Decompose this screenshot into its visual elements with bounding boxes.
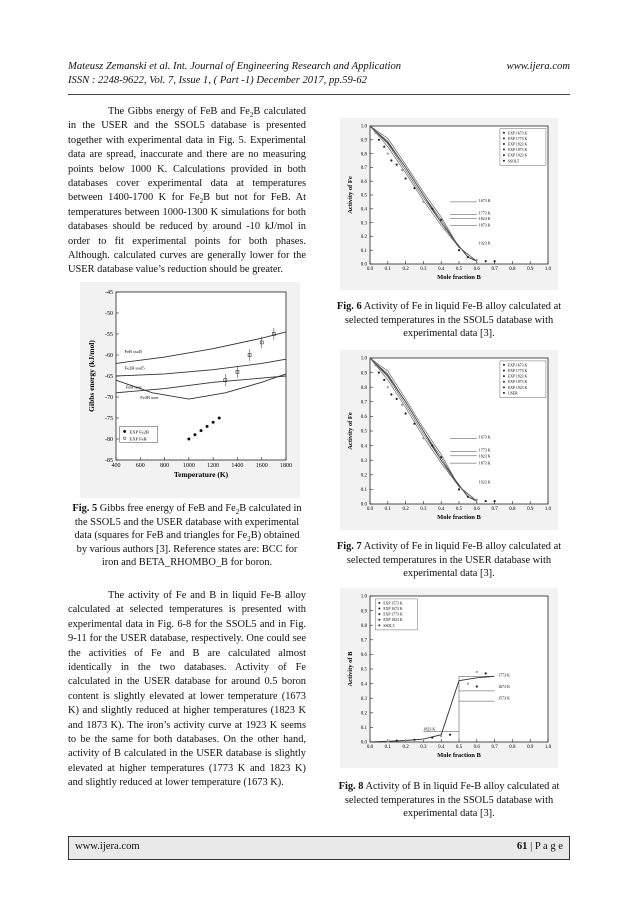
exp-data-point	[431, 445, 433, 447]
x-tick-label: 1200	[207, 463, 220, 469]
temperature-annotation: 1823 K	[478, 453, 491, 459]
footer-url[interactable]: www.ijera.com	[75, 841, 140, 852]
running-header	[68, 60, 570, 88]
legend-label: EXP 1873 K	[507, 148, 528, 153]
legend-marker	[503, 375, 505, 377]
footer-page-number	[517, 841, 563, 852]
y-tick-label: 0.1	[360, 726, 367, 732]
figure-7	[340, 350, 558, 530]
figure-5	[80, 282, 300, 498]
exp-data-point	[390, 159, 392, 161]
exp-data-point	[405, 412, 407, 414]
y-tick-label: 0.7	[360, 166, 367, 172]
curve-annotation: FeB user	[125, 384, 142, 390]
x-tick-label: 0.8	[509, 745, 516, 750]
exp-data-point	[396, 398, 398, 400]
y-tick-label: 1.0	[360, 124, 367, 130]
y-tick-label: 0.5	[360, 667, 367, 673]
para1-text-b: B calculated in the USER and the SSOL5 database is presented together with experimental data in Fig. 5. Experimental data are spread, inaccurate and there are no measuring points below 1000 K. Calculations provided in both databases cover experimental data at temperatures between 1400-1700 K for Fe	[68, 106, 306, 204]
y-tick-label: 0.0	[360, 262, 367, 268]
y-tick-label: 0.4	[360, 207, 367, 213]
exp-data-point	[422, 201, 424, 203]
x-tick-label: 0.3	[420, 267, 427, 272]
fig8-caption-text: Activity of B in liquid Fe-B alloy calculated at selected temperatures in the SSOL5 database with experimental data [3].	[344, 781, 560, 820]
x-tick-label: 1400	[231, 463, 244, 469]
fig5-caption	[68, 502, 306, 570]
legend-label: USER	[507, 391, 518, 396]
y-tick-label: 0.1	[360, 248, 367, 254]
y-tick-label: 0.8	[360, 623, 367, 629]
x-tick-label: 600	[135, 463, 145, 469]
exp-point-fe2b	[206, 425, 209, 428]
x-axis-label: Temperature (K)	[173, 470, 229, 479]
legend-label: EXP 1823 K	[507, 142, 528, 147]
exp-point-fe2b	[212, 421, 215, 424]
y-tick-label: 0.1	[360, 488, 367, 494]
fig6-chart	[340, 118, 558, 290]
exp-data-point	[401, 169, 403, 171]
x-tick-label: 0.1	[384, 745, 391, 750]
fig7-caption-label: Fig. 7	[336, 541, 362, 552]
legend-marker	[503, 392, 505, 394]
exp-data-point	[387, 153, 389, 155]
fig6-caption-label: Fig. 6	[336, 301, 362, 312]
exp-data-point	[387, 386, 389, 388]
legend-marker	[378, 624, 380, 626]
legend-label: EXP FeB	[129, 436, 147, 442]
x-axis-label: Mole fraction B	[437, 274, 481, 281]
y-tick-label: 0.4	[360, 682, 367, 688]
y-tick-label: 0.2	[360, 235, 367, 241]
exp-data-point	[396, 739, 398, 741]
x-tick-label: 0.3	[420, 745, 427, 750]
y-tick-label: 0.3	[360, 696, 367, 702]
x-tick-label: 0.4	[438, 267, 445, 272]
y-tick-label: 0.0	[360, 502, 367, 508]
x-tick-label: 0.5	[455, 745, 463, 750]
fig5-caption-c: B) obtained by various authors [3]. Reference states are: BCC for iron and BETA_RHOMBO_B for boron.	[76, 530, 300, 569]
y-tick-label: 0.5	[360, 429, 367, 435]
exp-data-point	[444, 228, 446, 230]
legend-label: SSOL5	[507, 159, 520, 164]
y-tick-label: -65	[105, 374, 113, 380]
legend-marker	[503, 370, 505, 372]
legend-marker	[503, 386, 505, 388]
y-tick-label: 0.3	[360, 458, 367, 464]
y-tick-label: 0.6	[360, 415, 367, 421]
x-tick-label: 0.1	[384, 267, 391, 272]
journal-url[interactable]: www.ijera.com	[506, 61, 570, 72]
temperature-annotation: 1923 K	[478, 240, 491, 246]
legend-marker	[503, 132, 505, 134]
y-tick-label: 0.5	[360, 193, 367, 199]
para1-text-c: B but not for FeB. At temperatures between 1000-1300 K simulations for both databases should be reduced by around -10 kJ/mol in order to fit experimental points for both phases. Although. calculated curves are generally lower for the USER database value’s reduction should be greater.	[68, 192, 306, 276]
figure-8	[340, 588, 558, 768]
x-tick-label: 0.6	[473, 267, 480, 272]
para1-sub2: 2	[199, 197, 204, 206]
y-tick-label: 1.0	[360, 356, 367, 362]
para2-text: The activity of Fe and B in liquid Fe-B alloy calculated at selected temperatures is presented with experimental data in Fig. 6-8 for the SSOL5 and in Fig. 9-11 for the USER database, respectively. One could see the activities of Fe and B are calculated almost identically in the two databases. Activity of Fe calculated in the USER database for around 0.5 boron content is slightly elevated at lower temperature (1673 K) and slightly reduced at higher temperatures (1823 K and 1873 K). The iron’s activity curve at 1923 K seems to be the same for both databases. On the other hand, activity of B calculated in the USER database is slightly elevated at higher temperatures (1773 K and 1823 K) and slightly reduced at lower temperature (1673 K).	[68, 590, 306, 789]
exp-data-point	[413, 187, 415, 189]
y-tick-label: 0.4	[360, 444, 367, 450]
figure-6	[340, 118, 558, 290]
para1-text-a: The Gibbs energy of FeB and Fe	[108, 106, 250, 117]
exp-data-point	[374, 132, 376, 134]
x-tick-label: 0.5	[455, 507, 463, 512]
y-tick-label: 0.8	[360, 385, 367, 391]
x-tick-label: 0.7	[491, 267, 498, 272]
x-tick-label: 0.4	[438, 507, 445, 512]
exp-data-point	[458, 488, 460, 490]
x-tick-label: 0.7	[491, 507, 498, 512]
y-axis-label: Gibbs energy (kJ/mol)	[87, 340, 96, 412]
fig6-caption	[332, 300, 566, 341]
exp-data-point	[476, 499, 478, 501]
exp-data-point	[383, 146, 385, 148]
y-tick-label: 0.9	[360, 371, 367, 377]
x-tick-label: 0.0	[366, 745, 374, 750]
x-tick-label: 0.9	[527, 745, 534, 750]
x-tick-label: 0.2	[402, 507, 409, 512]
legend-marker	[378, 608, 380, 610]
legend-marker	[378, 602, 380, 604]
exp-point-fe2b	[193, 433, 196, 436]
x-tick-label: 0.1	[384, 507, 391, 512]
legend-label: EXP Fe2B	[129, 429, 149, 435]
temperature-annotation: 1923 K	[478, 479, 491, 485]
y-tick-label: -60	[105, 353, 113, 359]
journal-line: Mateusz Zemanski et al. Int. Journal of Engineering Research and Application	[68, 61, 402, 72]
exp-data-point	[405, 177, 407, 179]
y-tick-label: -80	[105, 437, 113, 443]
legend-marker	[123, 430, 126, 433]
temperature-annotation: 1873 K	[478, 460, 491, 466]
x-tick-label: 800	[160, 463, 170, 469]
legend-label: EXP 1673 K	[507, 363, 528, 368]
exp-point-fe2b	[187, 438, 190, 441]
fig5-caption-sub: 2	[235, 508, 240, 517]
x-tick-label: 0.8	[509, 507, 516, 512]
exp-data-point	[401, 404, 403, 406]
header-rule	[68, 94, 570, 95]
fig5-chart	[80, 282, 300, 498]
x-tick-label: 400	[111, 463, 121, 469]
y-tick-label: 0.6	[360, 653, 367, 659]
fig7-chart	[340, 350, 558, 530]
y-tick-label: 0.7	[360, 400, 367, 406]
exp-data-point	[476, 671, 478, 673]
exp-data-point	[467, 496, 469, 498]
x-axis-label: Mole fraction B	[437, 514, 481, 521]
legend-label: SSOL5	[383, 623, 395, 628]
legend-label: EXP 1773 K	[507, 136, 528, 141]
exp-data-point	[396, 164, 398, 166]
legend-marker	[378, 613, 380, 615]
exp-data-point	[440, 735, 442, 737]
x-tick-label: 1.0	[544, 745, 552, 750]
y-tick-label: -55	[105, 332, 113, 338]
x-tick-label: 0.8	[509, 267, 516, 272]
x-axis-label: Mole fraction B	[437, 752, 481, 759]
y-tick-label: 0.8	[360, 152, 367, 158]
legend-label: EXP 1923 K	[507, 385, 528, 390]
legend-marker	[378, 619, 380, 621]
fig8-caption-label: Fig. 8	[338, 781, 364, 792]
exp-data-point	[383, 379, 385, 381]
y-tick-label: 0.6	[360, 179, 367, 185]
exp-data-point	[378, 372, 380, 374]
x-tick-label: 0.7	[491, 745, 498, 750]
x-tick-label: 0.4	[438, 745, 445, 750]
legend-label: EXP 1923 K	[507, 153, 528, 158]
legend-marker	[503, 381, 505, 383]
y-tick-label: -70	[105, 395, 113, 401]
footer-page-suffix: | P a g e	[527, 841, 563, 852]
exp-data-point	[440, 456, 442, 458]
exp-data-point	[476, 685, 478, 687]
exp-data-point	[485, 260, 487, 262]
curve-annotation: Fe2B ssol5	[124, 365, 145, 371]
legend-label: EXP 1773 K	[507, 369, 528, 374]
exp-data-point	[440, 219, 442, 221]
exp-data-point	[494, 500, 496, 502]
legend-label: EXP 1573 K	[383, 601, 403, 606]
x-tick-label: 1.0	[544, 267, 552, 272]
para1-sub: 2	[249, 111, 254, 120]
page-footer	[68, 836, 570, 860]
exp-data-point	[467, 683, 469, 685]
exp-data-point	[387, 740, 389, 742]
y-tick-label: -75	[105, 416, 113, 422]
exp-data-point	[431, 208, 433, 210]
exp-data-point	[405, 739, 407, 741]
exp-data-point	[431, 737, 433, 739]
exp-data-point	[378, 139, 380, 141]
legend-label: EXP 1823 K	[383, 618, 403, 623]
x-tick-label: 0.2	[402, 745, 409, 750]
x-tick-label: 1800	[280, 463, 292, 469]
y-tick-label: 0.9	[360, 138, 367, 144]
fig6-caption-text: Activity of Fe in liquid Fe-B alloy calculated at selected temperatures in the SSOL5 database with experimental data [3].	[344, 301, 562, 340]
x-tick-label: 1000	[182, 463, 195, 469]
exp-point-fe2b	[218, 417, 221, 420]
footer-page: 61	[516, 841, 528, 852]
y-tick-label: 0.9	[360, 609, 367, 615]
y-tick-label: -45	[105, 290, 113, 296]
y-tick-label: 0.0	[360, 740, 367, 746]
fig7-caption-text: Activity of Fe in liquid Fe-B alloy calculated at selected temperatures in the USER database with experimental data [3].	[346, 541, 562, 580]
y-axis-label: Activity of B	[347, 651, 354, 687]
paragraph-activity	[68, 589, 306, 791]
exp-data-point	[485, 500, 487, 502]
y-axis-label: Activity of Fe	[347, 412, 354, 450]
x-tick-label: 0.6	[473, 507, 480, 512]
y-tick-label: 0.2	[360, 473, 367, 479]
x-tick-label: 1600	[255, 463, 268, 469]
y-tick-label: 0.2	[360, 711, 367, 717]
temperature-annotation: 1773 K	[478, 210, 491, 216]
legend-marker	[503, 154, 505, 156]
legend-marker	[503, 137, 505, 139]
exp-data-point	[494, 260, 496, 262]
y-tick-label: 0.7	[360, 638, 367, 644]
temperature-annotation: 1673 K	[498, 683, 511, 689]
temperature-annotation: 1673 K	[478, 197, 491, 203]
y-tick-label: -50	[105, 311, 113, 317]
y-axis-label: Activity of Fe	[347, 176, 354, 214]
curve-annotation: Fe2B user	[140, 395, 159, 401]
fig5-caption-label: Fig. 5	[72, 503, 98, 514]
exp-point-fe2b	[200, 429, 203, 432]
x-tick-label: 0.5	[455, 267, 463, 272]
y-tick-label: -85	[105, 458, 113, 464]
legend-label: EXP 1873 K	[507, 380, 528, 385]
fig8-caption	[332, 780, 566, 821]
legend-marker	[503, 143, 505, 145]
issn-line: ISSN : 2248-9622, Vol. 7, Issue 1, ( Part -1) December 2017, pp.59-62	[68, 75, 367, 86]
exp-data-point	[485, 672, 487, 674]
y-tick-label: 0.3	[360, 221, 367, 227]
fig7-caption	[332, 540, 566, 581]
temperature-annotation: 1773 K	[478, 447, 491, 453]
legend-label: EXP 1823 K	[507, 374, 528, 379]
fig5-caption-sub2: 2	[247, 535, 251, 544]
temperature-annotation: 1773 K	[498, 672, 511, 678]
exp-data-point	[413, 739, 415, 741]
temperature-annotation: 1823 K	[478, 215, 491, 221]
exp-data-point	[467, 256, 469, 258]
fig5-caption-b: B calculated in the SSOL5 and the USER database with experimental data (squares for FeB and triangles for Fe	[74, 503, 302, 542]
exp-data-point	[449, 734, 451, 736]
exp-data-point	[422, 437, 424, 439]
exp-data-point	[413, 423, 415, 425]
fig5-caption-a: Gibbs free energy of FeB and Fe	[97, 503, 236, 514]
exp-data-point	[458, 249, 460, 251]
legend-label: EXP 1773 K	[383, 612, 403, 617]
x-tick-label: 1.0	[544, 507, 552, 512]
exp-data-point	[422, 738, 424, 740]
x-tick-label: 0.0	[366, 507, 374, 512]
temperature-annotation: 1673 K	[478, 434, 491, 440]
temperature-annotation: 1823 K	[423, 726, 436, 732]
x-tick-label: 0.0	[366, 267, 374, 272]
exp-data-point	[374, 364, 376, 366]
fig8-chart	[340, 588, 558, 768]
y-tick-label: 1.0	[360, 594, 367, 600]
x-tick-label: 0.9	[527, 507, 534, 512]
x-tick-label: 0.9	[527, 267, 534, 272]
paragraph-gibbs-energy	[68, 105, 306, 278]
x-tick-label: 0.3	[420, 507, 427, 512]
legend-marker	[503, 160, 505, 162]
temperature-annotation: 1873 K	[478, 222, 491, 228]
x-tick-label: 0.2	[402, 267, 409, 272]
exp-data-point	[390, 393, 392, 395]
legend-marker	[503, 364, 505, 366]
exp-data-point	[444, 466, 446, 468]
x-tick-label: 0.6	[473, 745, 480, 750]
curve-annotation: FeB ssol5	[124, 348, 143, 354]
legend-marker	[503, 149, 505, 151]
temperature-annotation: 1573 K	[498, 695, 511, 701]
exp-data-point	[476, 259, 478, 261]
legend-label: EXP 1673 K	[383, 607, 403, 612]
legend-label: EXP 1673 K	[507, 131, 528, 136]
